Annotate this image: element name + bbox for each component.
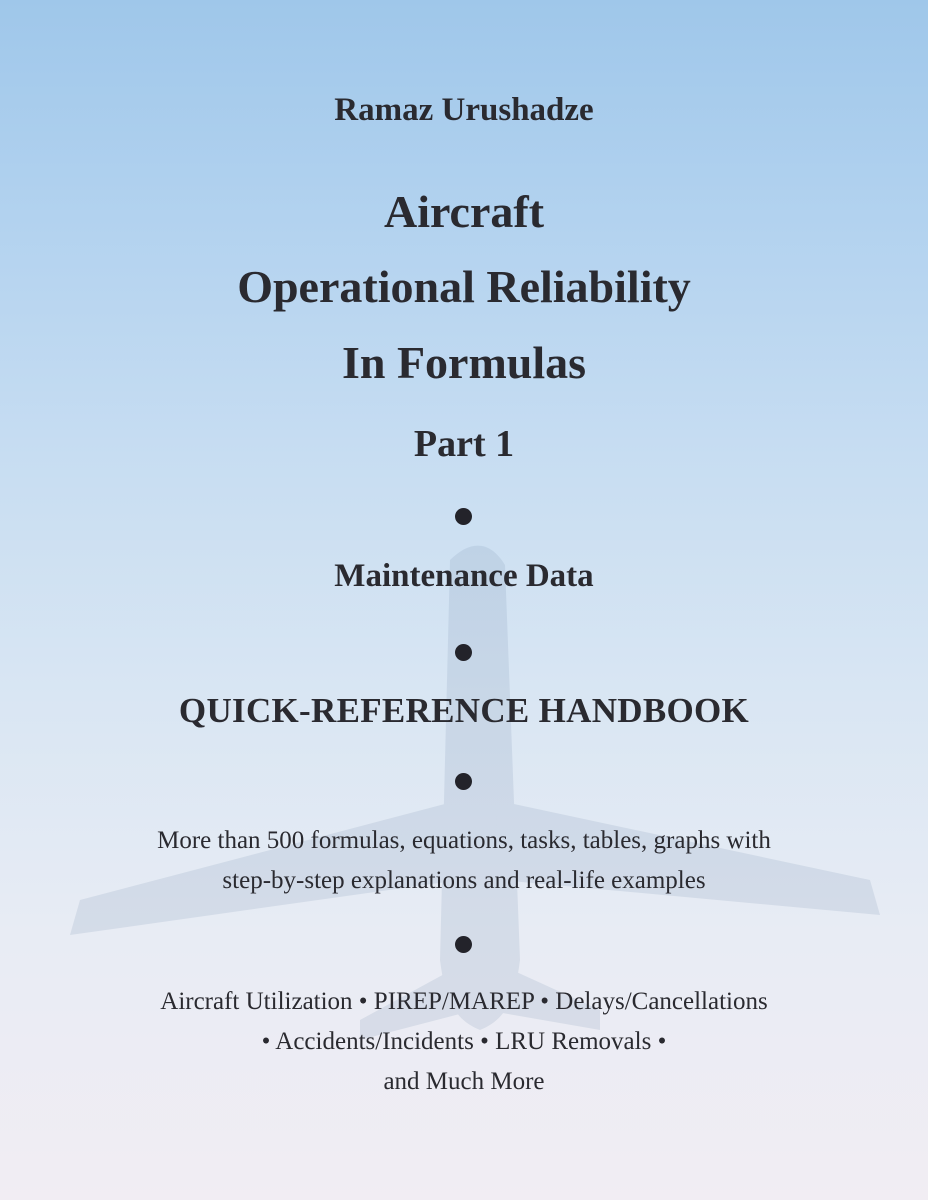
topics-line-3: and Much More [383, 1068, 545, 1095]
author-name: Ramaz Urushadze [334, 92, 594, 128]
subtitle: Maintenance Data [334, 558, 594, 594]
topics-line-2: • Accidents/Incidents • LRU Removals • [261, 1028, 667, 1055]
part-label: Part 1 [413, 423, 515, 465]
topics-line-1: Aircraft Utilization • PIREP/MAREP • Delays/Cancellations [160, 988, 768, 1015]
separator-bullet-icon [455, 936, 472, 953]
book-title-line-3: In Formulas [341, 337, 587, 388]
separator-bullet-icon [455, 508, 472, 525]
book-title-line-1: Aircraft [383, 186, 545, 237]
separator-bullet-icon [455, 773, 472, 790]
book-title-line-2: Operational Reliability [237, 261, 691, 312]
series-label: QUICK-REFERENCE HANDBOOK [178, 691, 750, 730]
description-line-2: step-by-step explanations and real-life examples [222, 867, 706, 894]
separator-bullet-icon [455, 644, 472, 661]
description-line-1: More than 500 formulas, equations, tasks, tables, graphs with [157, 827, 771, 854]
